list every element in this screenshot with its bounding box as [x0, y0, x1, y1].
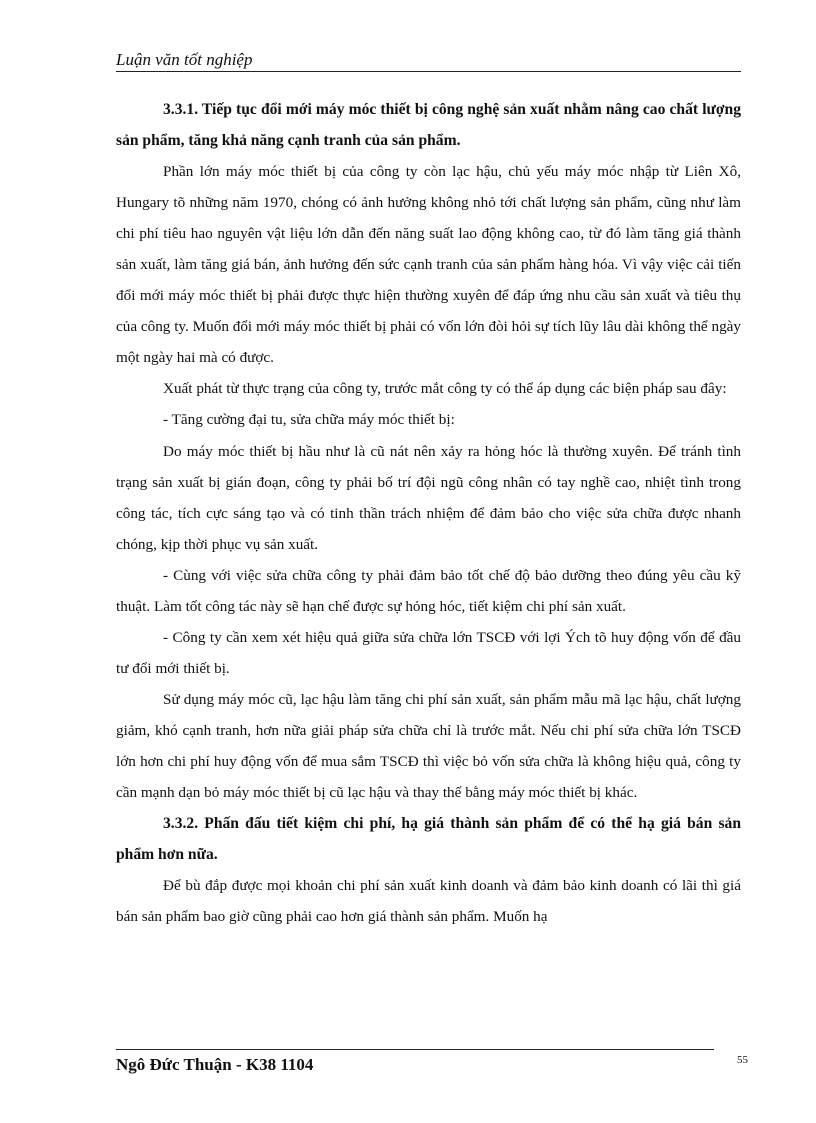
section-heading-3-3-1: 3.3.1. Tiếp tục đổi mới máy móc thiết bị công nghệ sản xuất nhằm nâng cao chất lượng sản phẩm, tăng khả năng cạnh tranh của sản phẩm.	[116, 101, 741, 150]
paragraph: Do máy móc thiết bị hầu như là cũ nát nên xảy ra hỏng hóc là thường xuyên. Để tránh tình trạng sản xuất bị gián đoạn, công ty phải bố trí đội ngũ công nhân có tay nghề cao, nhiệt tình trong công tác, tích cực sáng tạo và có tinh thần trách nhiệm để đảm bảo cho việc sửa chữa được nhanh chóng, kịp thời phục vụ sản xuất.	[116, 442, 741, 553]
paragraph: Sử dụng máy móc cũ, lạc hậu làm tăng chi phí sản xuất, sản phẩm mẫu mã lạc hậu, chất lượng giảm, khó cạnh tranh, hơn nữa giải pháp sửa chữa chỉ là trước mắt. Nếu chi phí sửa chữa lớn TSCĐ lớn hơn chi phí huy động vốn để mua sắm TSCĐ thì việc bỏ vốn sửa chữa là không hiệu quả, công ty cần mạnh dạn bỏ máy móc thiết bị cũ lạc hậu và thay thế bằng máy móc thiết bị khác.	[116, 690, 741, 802]
section-heading-3-3-2: 3.3.2. Phấn đấu tiết kiệm chi phí, hạ giá thành sản phẩm để có thể hạ giá bán sản phẩm hơn nữa.	[116, 815, 741, 864]
paragraph: Phần lớn máy móc thiết bị của công ty còn lạc hậu, chủ yếu máy móc nhập từ Liên Xô, Hungary tõ những năm 1970, chóng có ảnh hưởng không nhỏ tới chất lượng sản phẩm, cũng như làm chi phí tiêu hao nguyên vật liệu lớn dẫn đến năng suất lao động không cao, từ đó làm tăng giá thành sản xuất, làm tăng giá bán, ảnh hưởng đến sức cạnh tranh của sản phẩm hàng hóa. Vì vậy việc cải tiến đổi mới máy móc thiết bị phải được thực hiện thường xuyên để đáp ứng nhu cầu sản xuất và tiêu thụ của công ty. Muốn đổi mới máy móc thiết bị phải có vốn lớn đòi hỏi sự tích lũy lâu dài không thể ngày một ngày hai mà có được.	[116, 163, 741, 367]
paragraph: Xuất phát từ thực trạng của công ty, trước mắt công ty có thể áp dụng các biện pháp sau đây:	[163, 380, 727, 398]
page-number: 55	[737, 1054, 748, 1066]
document-body	[116, 94, 741, 932]
footer-divider	[116, 1049, 714, 1050]
paragraph: - Công ty cần xem xét hiệu quả giữa sửa chữa lớn TSCĐ với lợi Ých tõ huy động vốn để đầu tư đổi mới thiết bị.	[116, 628, 741, 677]
header-divider	[116, 71, 741, 72]
paragraph: Để bù đắp được mọi khoản chi phí sản xuất kinh doanh và đảm bảo kinh doanh có lãi thì giá bán sản phẩm bao giờ cũng phải cao hơn giá thành sản phẩm. Muốn hạ	[116, 877, 741, 926]
paragraph: - Cùng với việc sửa chữa công ty phải đảm bảo tốt chế độ bảo dưỡng theo đúng yêu cầu kỹ thuật. Làm tốt công tác này sẽ hạn chế được sự hỏng hóc, tiết kiệm chi phí sản xuất.	[116, 566, 741, 615]
running-header: Luận văn tốt nghiệp	[116, 50, 253, 69]
paragraph: - Tăng cường đại tu, sửa chữa máy móc thiết bị:	[163, 411, 455, 429]
footer-author: Ngô Đức Thuận - K38 1104	[116, 1055, 314, 1074]
